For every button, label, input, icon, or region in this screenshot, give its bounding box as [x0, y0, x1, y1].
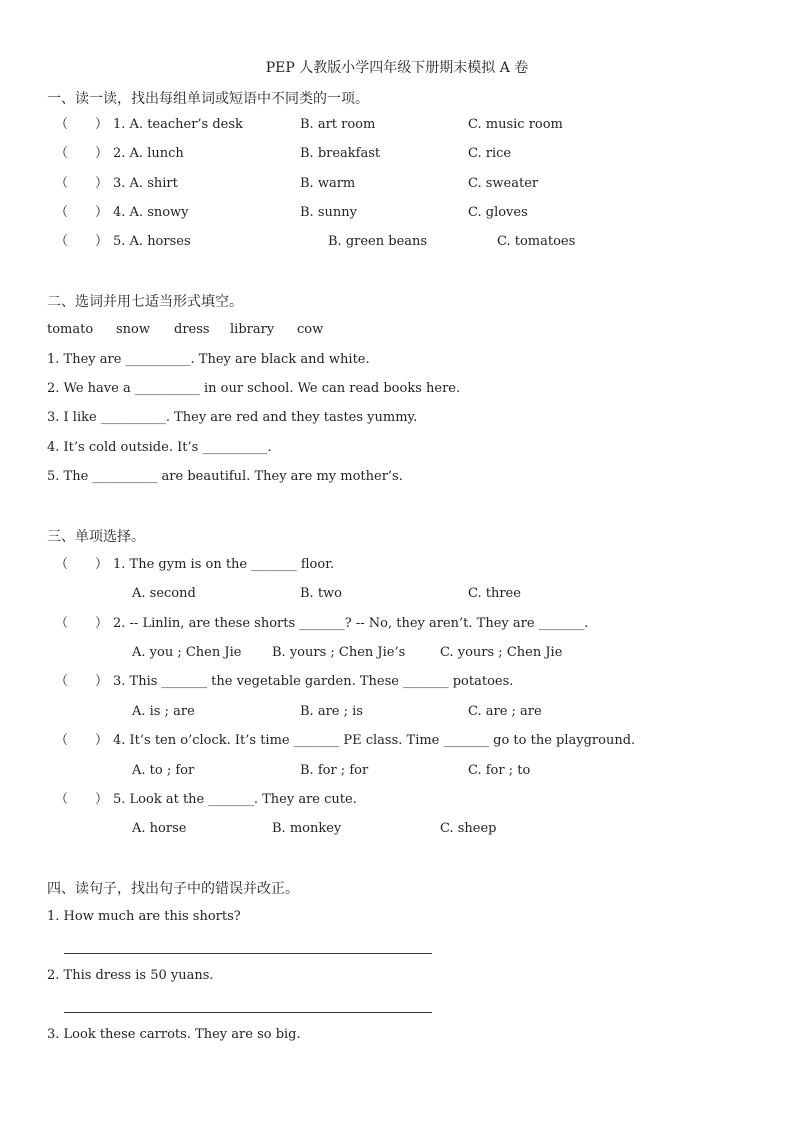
paren-open: （ — [55, 205, 69, 220]
fill-sentence: 5. The __________ are beautiful. They are my mother’s. — [47, 469, 403, 484]
question-stem: 4. It’s ten o’clock. It’s time _______ PE class. Time _______ go to the playground. — [113, 733, 636, 748]
q3-3-stem-row — [0, 673, 794, 691]
option-b: B. breakfast — [300, 146, 381, 161]
paren-open: （ — [55, 176, 69, 191]
option-c: C. yours ; Chen Jie — [440, 645, 563, 660]
option-b: B. are ; is — [300, 704, 363, 719]
word-bank — [0, 321, 794, 339]
option-c: C. tomatoes — [497, 234, 576, 249]
paren-close: ） — [95, 117, 109, 132]
question-stem: 5. Look at the _______. They are cute. — [113, 792, 357, 807]
q3-1-stem-row — [0, 556, 794, 574]
word-bank-item: library — [230, 322, 275, 337]
fill-sentence: 3. I like __________. They are red and they tastes yummy. — [47, 410, 418, 425]
error-sentence: 3. Look these carrots. They are so big. — [47, 1027, 301, 1042]
option-c: C. are ; are — [468, 704, 542, 719]
paren-close: ） — [95, 733, 109, 748]
q3-4-stem-row — [0, 732, 794, 750]
option-a: A. is ; are — [132, 704, 195, 719]
q3-5-options — [0, 820, 794, 838]
option-c: C. for ; to — [468, 763, 531, 778]
error-sentence: 1. How much are this shorts? — [47, 909, 241, 924]
question-stem: 3. This _______ the vegetable garden. These _______ potatoes. — [113, 674, 514, 689]
q3-2-stem-row — [0, 615, 794, 633]
paren-close: ） — [95, 674, 109, 689]
option-c: C. gloves — [468, 205, 528, 220]
option-b: B. for ; for — [300, 763, 369, 778]
option-a: 3. A. shirt — [113, 176, 178, 191]
q3-3-options — [0, 703, 794, 721]
question-stem: 1. The gym is on the _______ floor. — [113, 557, 335, 572]
paren-close: ） — [95, 146, 109, 161]
question-stem: 2. -- Linlin, are these shorts _______? -- No, they aren’t. They are _______. — [113, 616, 589, 631]
paren-close: ） — [95, 557, 109, 572]
option-b: B. yours ; Chen Jie’s — [272, 645, 406, 660]
option-a: A. horse — [132, 821, 187, 836]
option-b: B. two — [300, 586, 342, 601]
fill-sentence: 4. It’s cold outside. It’s __________. — [47, 440, 272, 455]
answer-line[interactable] — [64, 953, 432, 954]
paren-close: ） — [95, 205, 109, 220]
paren-close: ） — [95, 616, 109, 631]
q3-1-options — [0, 585, 794, 603]
option-c: C. rice — [468, 146, 512, 161]
q3-5-stem-row — [0, 791, 794, 809]
section-3-heading: 三、单项选择。 — [47, 529, 145, 545]
paren-open: （ — [55, 792, 69, 807]
option-c: C. music room — [468, 117, 563, 132]
paren-close: ） — [95, 234, 109, 249]
option-c: C. sweater — [468, 176, 539, 191]
fill-sentence: 1. They are __________. They are black and white. — [47, 352, 370, 367]
section-2-heading: 二、选词并用七适当形式填空。 — [47, 294, 243, 310]
section-1-heading: 一、读一读，找出每组单词或短语中不同类的一项。 — [47, 91, 369, 107]
q1-1-row — [0, 116, 794, 134]
option-a: 1. A. teacher’s desk — [113, 117, 243, 132]
option-b: B. warm — [300, 176, 356, 191]
word-bank-item: tomato — [47, 322, 94, 337]
paren-open: （ — [55, 733, 69, 748]
word-bank-item: snow — [116, 322, 150, 337]
q1-2-row — [0, 145, 794, 163]
q1-4-row — [0, 204, 794, 222]
option-a: A. you ; Chen Jie — [132, 645, 242, 660]
q1-5-row — [0, 233, 794, 251]
paren-open: （ — [55, 234, 69, 249]
option-b: B. art room — [300, 117, 376, 132]
option-a: A. second — [132, 586, 196, 601]
page-title: PEP 人教版小学四年级下册期末模拟 A 卷 — [265, 60, 529, 76]
word-bank-item: dress — [174, 322, 210, 337]
paren-open: （ — [55, 557, 69, 572]
option-a: 2. A. lunch — [113, 146, 184, 161]
paren-close: ） — [95, 176, 109, 191]
paren-open: （ — [55, 117, 69, 132]
q3-2-options — [0, 644, 794, 662]
answer-line[interactable] — [64, 1012, 432, 1013]
q3-4-options — [0, 762, 794, 780]
option-b: B. sunny — [300, 205, 357, 220]
paren-open: （ — [55, 146, 69, 161]
option-b: B. monkey — [272, 821, 342, 836]
section-4-heading: 四、读句子，找出句子中的错误并改正。 — [47, 881, 299, 897]
q1-3-row — [0, 175, 794, 193]
option-b: B. green beans — [328, 234, 428, 249]
paren-open: （ — [55, 616, 69, 631]
option-a: A. to ; for — [132, 763, 195, 778]
option-c: C. sheep — [440, 821, 497, 836]
error-sentence: 2. This dress is 50 yuans. — [47, 968, 214, 983]
paren-close: ） — [95, 792, 109, 807]
option-c: C. three — [468, 586, 521, 601]
option-a: 5. A. horses — [113, 234, 191, 249]
word-bank-item: cow — [297, 322, 324, 337]
paren-open: （ — [55, 674, 69, 689]
fill-sentence: 2. We have a __________ in our school. We can read books here. — [47, 381, 461, 396]
option-a: 4. A. snowy — [113, 205, 189, 220]
